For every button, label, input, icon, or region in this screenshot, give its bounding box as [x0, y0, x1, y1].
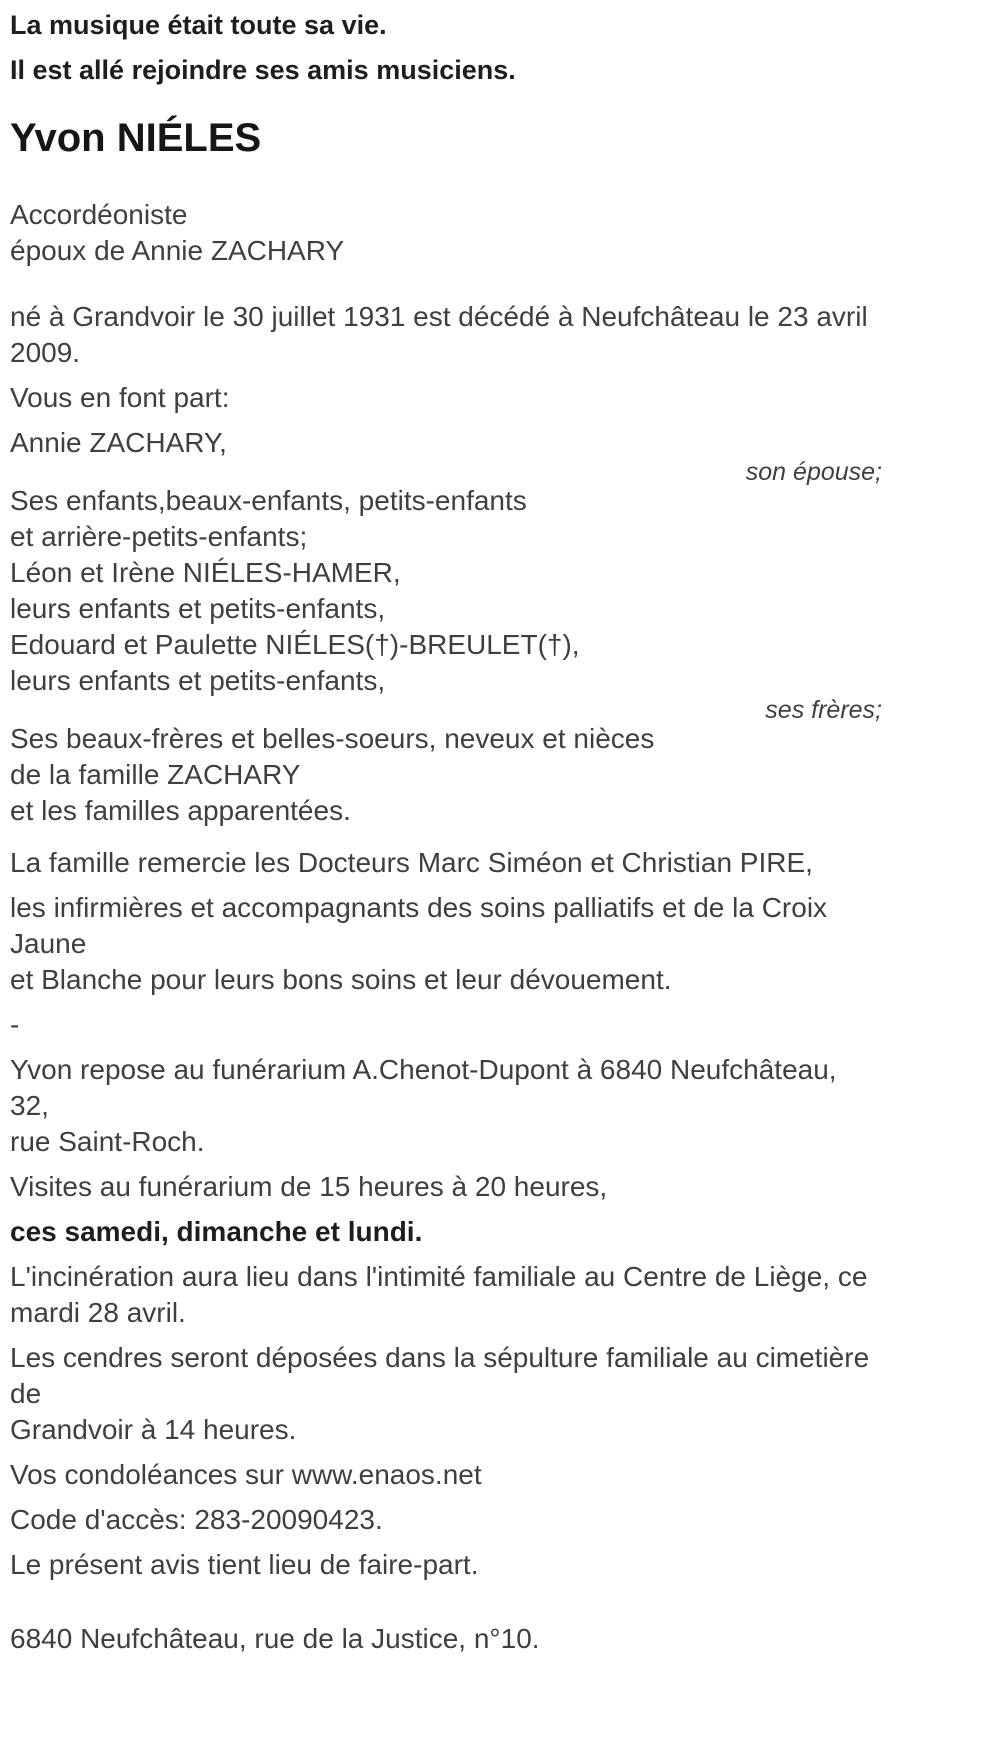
- thanks-doctors: La famille remercie les Docteurs Marc Siméon et Christian PIRE,: [10, 847, 813, 878]
- ashes-line-2: Grandvoir à 14 heures.: [10, 1414, 297, 1445]
- deceased-name: Yvon NIÉLES: [10, 116, 262, 160]
- announcers-intro: Vous en font part:: [10, 382, 230, 413]
- spouse-line: époux de Annie ZACHARY: [10, 235, 345, 266]
- condolences-line: Vos condoléances sur www.enaos.net: [10, 1459, 482, 1490]
- family-list: [10, 425, 882, 829]
- descendants-line-2: et arrière-petits-enfants;: [10, 521, 308, 552]
- identity-paragraph: [10, 197, 882, 269]
- inlaws-line-1: Ses beaux-frères et belles-soeurs, neveux et nièces: [10, 723, 655, 754]
- spouse-relation: son épouse;: [745, 458, 882, 486]
- ashes-paragraph: [10, 1340, 882, 1448]
- epigraph-line-1: La musique était toute sa vie.: [10, 10, 387, 40]
- access-code-line: Code d'accès: 283-20090423.: [10, 1504, 383, 1535]
- address-line: 6840 Neufchâteau, rue de la Justice, n°10.: [10, 1623, 540, 1654]
- thanks-caregivers-line-1: les infirmières et accompagnants des soins palliatifs et de la Croix Jaune: [10, 892, 828, 959]
- cremation-paragraph: [10, 1259, 882, 1331]
- visits-hours: Visites au funérarium de 15 heures à 20 heures,: [10, 1171, 608, 1202]
- visit-days: ces samedi, dimanche et lundi.: [10, 1216, 423, 1247]
- inlaws-line-2: de la famille ZACHARY: [10, 759, 301, 790]
- birth-death-paragraph: [10, 299, 882, 371]
- inlaws-line-3: et les familles apparentées.: [10, 795, 351, 826]
- epigraph-line-2: Il est allé rejoindre ses amis musiciens.: [10, 55, 516, 85]
- descendants-line-1: Ses enfants,beaux-enfants, petits-enfants: [10, 485, 527, 516]
- profession: Accordéoniste: [10, 199, 188, 230]
- funerarium-line-2: rue Saint-Roch.: [10, 1126, 205, 1157]
- brother-1-descendants: leurs enfants et petits-enfants,: [10, 593, 386, 624]
- funerarium-paragraph: [10, 1052, 882, 1160]
- ashes-line-1: Les cendres seront déposées dans la sépulture familiale au cimetière de: [10, 1342, 870, 1409]
- spouse-name: Annie ZACHARY,: [10, 427, 227, 458]
- cremation-line-1: L'incinération aura lieu dans l'intimité familiale au Centre de Liège, ce: [10, 1261, 868, 1292]
- brother-2-descendants: leurs enfants et petits-enfants,: [10, 665, 386, 696]
- brothers-relation: ses frères;: [765, 696, 882, 724]
- brother-1-names: Léon et Irène NIÉLES-HAMER,: [10, 557, 401, 588]
- thanks-caregivers-line-2: et Blanche pour leurs bons soins et leur dévouement.: [10, 964, 672, 995]
- birth-death-line-1: né à Grandvoir le 30 juillet 1931 est décédé à Neufchâteau le 23 avril: [10, 301, 868, 332]
- separator-dash: -: [10, 1009, 20, 1040]
- brother-2-names: Edouard et Paulette NIÉLES(†)-BREULET(†),: [10, 629, 580, 660]
- funerarium-line-1: Yvon repose au funérarium A.Chenot-Dupont à 6840 Neufchâteau, 32,: [10, 1054, 837, 1121]
- birth-death-line-2: 2009.: [10, 337, 81, 368]
- thanks-caregivers: [10, 890, 882, 998]
- cremation-line-2: mardi 28 avril.: [10, 1297, 186, 1328]
- faire-part-statement: Le présent avis tient lieu de faire-part.: [10, 1549, 479, 1580]
